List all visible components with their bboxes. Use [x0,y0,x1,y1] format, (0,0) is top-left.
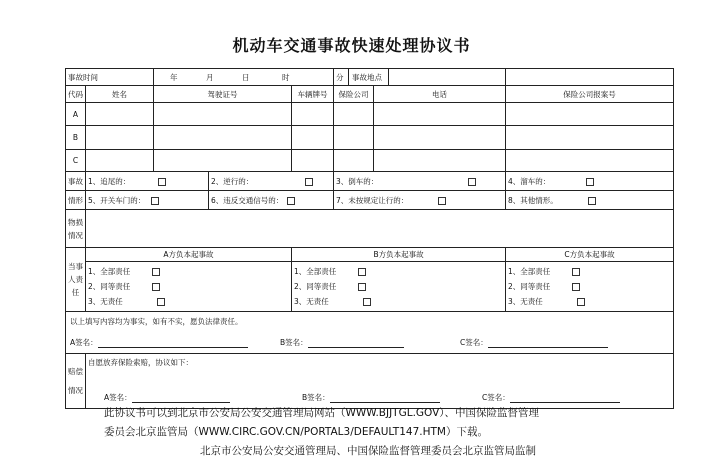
accident-time-label: 事故时间 [66,69,154,86]
compensation-label: 赔偿 情况 [66,354,86,409]
footer-line-1: 此协议书可以到北京市公安局公安交通管理局网站（WWW.BJJTGL.GOV）、中国保险监督管理 [104,407,540,419]
checkbox-icon[interactable] [572,268,580,276]
time-place-row [66,69,674,86]
license-field[interactable] [154,103,292,126]
declaration-cell [66,312,674,354]
checkbox-icon[interactable] [577,298,585,306]
accident-place-label: 事故地点 [352,73,383,82]
insurer-field[interactable] [334,150,374,172]
checkbox-icon[interactable] [287,197,295,205]
party-b-responsibility-title: B方负本起事故 [292,248,506,262]
situation-option-2[interactable]: 2、逆行的： [209,172,334,191]
party-code: C [66,150,86,172]
declaration-row [66,312,674,354]
party-b-responsibility-options [292,262,506,312]
checkbox-icon[interactable] [305,178,313,186]
checkbox-icon[interactable] [572,283,580,291]
checkbox-icon[interactable] [358,283,366,291]
physical-damage-label: 物损 情况 [66,210,86,248]
responsibility-option[interactable]: 2、同等责任 [294,279,503,294]
phone-field[interactable] [374,150,506,172]
checkbox-icon[interactable] [152,283,160,291]
col-report-no: 保险公司报案号 [506,86,674,103]
month-label: 月 [206,73,214,82]
plate-field[interactable] [292,126,334,150]
agreement-form-table [65,68,674,409]
responsibility-option[interactable]: 1、全部责任 [294,264,503,279]
compensation-text: 自愿放弃保险索赔，协议如下： [88,358,193,367]
checkbox-icon[interactable] [586,178,594,186]
situation-option-6[interactable]: 6、违反交通信号的： [209,191,334,210]
situation-row-1 [66,172,674,191]
col-license: 驾驶证号 [154,86,292,103]
situation-option-8[interactable]: 8、其他情形。 [506,191,674,210]
party-a-responsibility-title: A方负本起事故 [86,248,292,262]
accident-place-field[interactable] [506,69,674,86]
situation-option-7[interactable]: 7、未按规定让行的： [334,191,506,210]
checkbox-icon[interactable] [363,298,371,306]
declaration-text: 以上填写内容均为事实，如有不实，愿负法律责任。 [70,317,243,326]
day-label: 日 [242,73,250,82]
sign-b[interactable]: B签名： [280,337,404,348]
report-no-field[interactable] [506,150,674,172]
license-field[interactable] [154,126,292,150]
situation-option-5[interactable]: 5、开关车门的： [86,191,209,210]
report-no-field[interactable] [506,126,674,150]
comp-sign-b[interactable]: B签名： [302,392,440,403]
situation-label-bottom: 情形 [66,191,86,210]
name-field[interactable] [86,103,154,126]
col-phone: 电话 [374,86,506,103]
party-c-responsibility-options [506,262,674,312]
minute-label: 分 [336,73,344,82]
responsibility-option[interactable]: 2、同等责任 [88,279,289,294]
party-header-row [66,86,674,103]
footer-line-2: 委员会北京监管局（WWW.CIRC.GOV.CN/PORTAL3/DEFAULT147.HTM）下载。 [104,426,488,438]
col-name: 姓名 [86,86,154,103]
col-insurer: 保险公司 [334,86,374,103]
plate-field[interactable] [292,103,334,126]
phone-field[interactable] [374,103,506,126]
minute-and-place[interactable] [334,69,506,86]
checkbox-icon[interactable] [157,298,165,306]
party-row-a [66,103,674,126]
checkbox-icon[interactable] [152,268,160,276]
responsibility-label: 当事 人责 任 [66,248,86,312]
comp-sign-c[interactable]: C签名： [482,392,620,403]
responsibility-option[interactable]: 3、无责任 [294,294,503,309]
compensation-row [66,354,674,409]
situation-label-top: 事故 [66,172,86,191]
responsibility-option[interactable]: 1、全部责任 [508,264,671,279]
checkbox-icon[interactable] [158,178,166,186]
name-field[interactable] [86,150,154,172]
party-c-responsibility-title: C方负本起事故 [506,248,674,262]
checkbox-icon[interactable] [588,197,596,205]
checkbox-icon[interactable] [358,268,366,276]
party-code: B [66,126,86,150]
responsibility-option[interactable]: 1、全部责任 [88,264,289,279]
phone-field[interactable] [374,126,506,150]
responsibility-option[interactable]: 2、同等责任 [508,279,671,294]
checkbox-icon[interactable] [151,197,159,205]
insurer-field[interactable] [334,103,374,126]
license-field[interactable] [154,150,292,172]
checkbox-icon[interactable] [438,197,446,205]
year-label: 年 [170,73,178,82]
hour-label: 时 [282,73,290,82]
party-row-c [66,150,674,172]
document-title: 机动车交通事故快速处理协议书 [232,36,471,55]
responsibility-options-row [66,262,674,312]
party-code: A [66,103,86,126]
accident-time-field[interactable] [154,69,334,86]
physical-damage-row [66,210,674,248]
situation-option-3[interactable]: 3、倒车的： [334,172,506,191]
responsibility-option[interactable]: 3、无责任 [88,294,289,309]
footer-line-3: 北京市公安局公安交通管理局、中国保险监督管理委员会北京监管局监制 [200,445,536,457]
name-field[interactable] [86,126,154,150]
physical-damage-field[interactable] [86,210,674,248]
col-code: 代码 [66,86,86,103]
party-a-responsibility-options [86,262,292,312]
sign-a[interactable]: A签名： [70,337,248,348]
compensation-cell[interactable] [86,354,674,409]
party-row-b [66,126,674,150]
checkbox-icon[interactable] [468,178,476,186]
responsibility-option[interactable]: 3、无责任 [508,294,671,309]
comp-sign-a[interactable]: A签名： [104,392,230,403]
plate-field[interactable] [292,150,334,172]
responsibility-header-row [66,248,674,262]
col-plate: 车辆牌号 [292,86,334,103]
report-no-field[interactable] [506,103,674,126]
situation-option-1[interactable]: 1、追尾的： [86,172,209,191]
insurer-field[interactable] [334,126,374,150]
situation-row-2 [66,191,674,210]
situation-option-4[interactable]: 4、溜车的： [506,172,674,191]
sign-c[interactable]: C签名： [460,337,608,348]
